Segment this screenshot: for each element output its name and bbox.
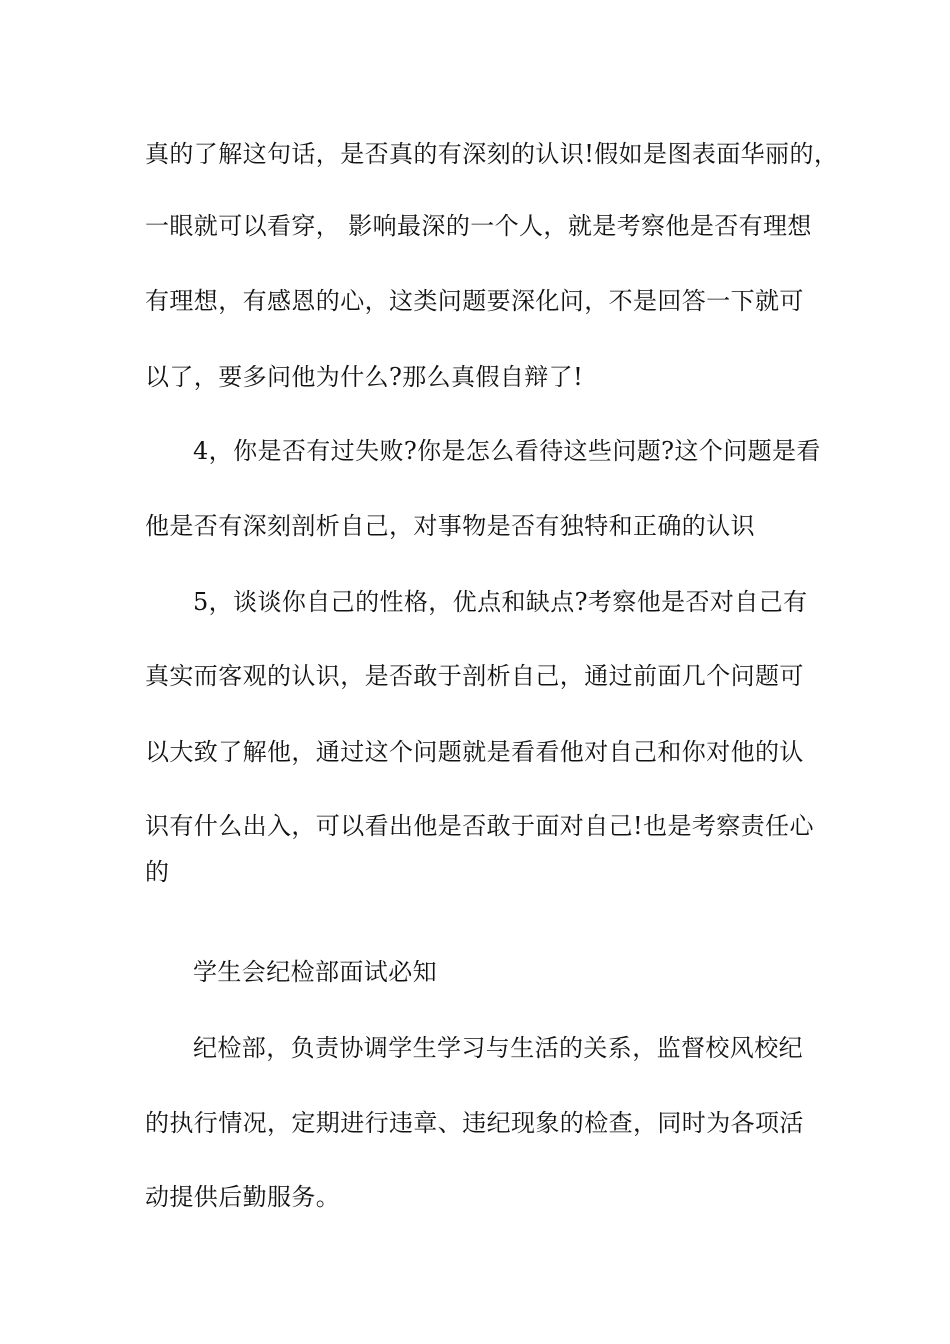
text-line: 他是否有深刻剖析自己，对事物是否有独特和正确的认识	[145, 512, 755, 540]
text-line: 真实而客观的认识，是否敢于剖析自己，通过前面几个问题可	[145, 662, 804, 690]
section-heading: 学生会纪检部面试必知	[193, 958, 437, 986]
text-line: 识有什么出入，可以看出他是否敢于面对自己!也是考察责任心	[145, 812, 814, 840]
text-line: 一眼就可以看穿， 影响最深的一个人，就是考察他是否有理想	[145, 212, 812, 240]
text-line: 的	[145, 858, 170, 886]
text-line: 有理想，有感恩的心，这类问题要深化问，不是回答一下就可	[145, 287, 804, 315]
text-line: 纪检部，负责协调学生学习与生活的关系，监督校风校纪	[193, 1034, 803, 1062]
text-line: 以了，要多问他为什么?那么真假自辩了!	[145, 363, 584, 391]
text-line: 以大致了解他，通过这个问题就是看看他对自己和你对他的认	[145, 738, 804, 766]
text-line: 真的了解这句话，是否真的有深刻的认识!假如是图表面华丽的，	[145, 140, 839, 168]
text-line: 动提供后勤服务。	[145, 1183, 341, 1211]
text-line: 4，你是否有过失败?你是怎么看待这些问题?这个问题是看	[193, 437, 821, 465]
text-line: 的执行情况，定期进行违章、违纪现象的检查，同时为各项活	[145, 1109, 804, 1137]
text-line: 5，谈谈你自己的性格，优点和缺点?考察他是否对自己有	[193, 588, 808, 616]
